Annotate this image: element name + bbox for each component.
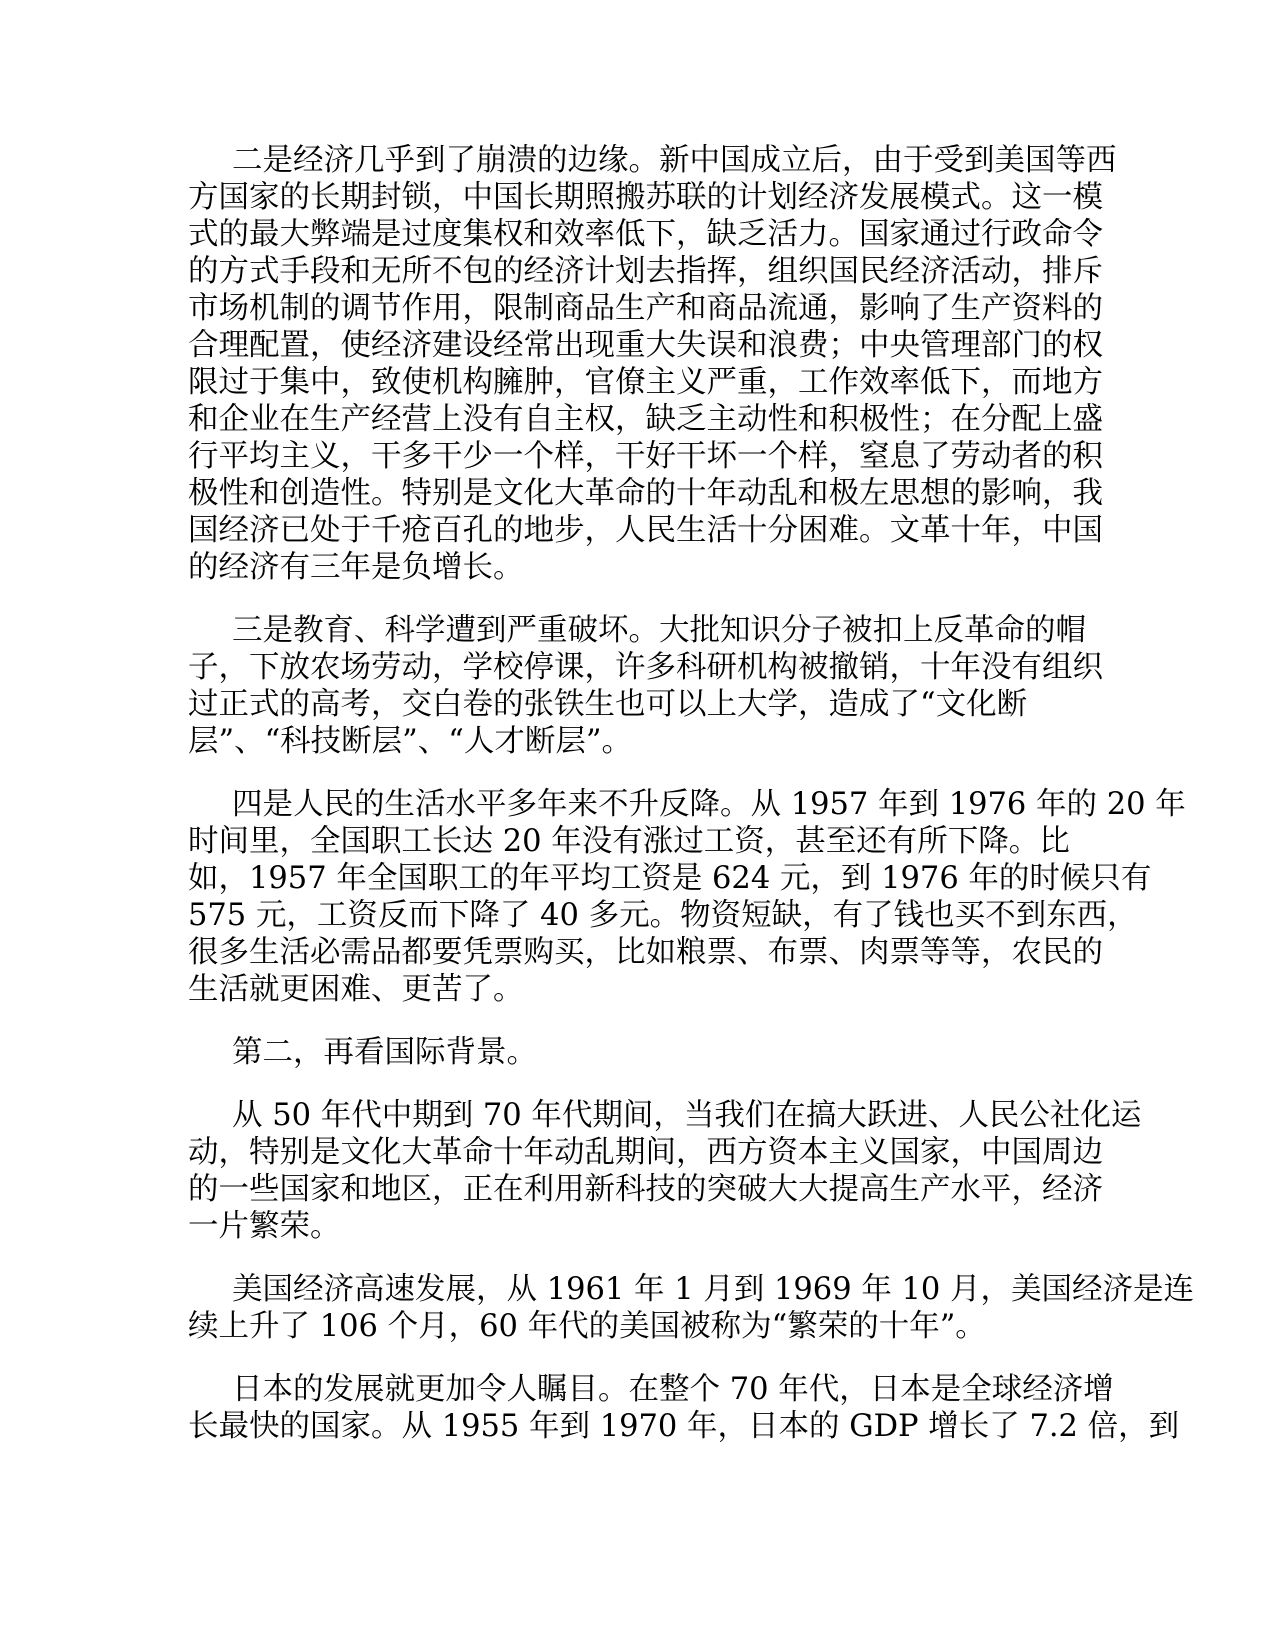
paragraph-us-economy: [188, 1271, 1195, 1345]
text-line: 长最快的国家。从 1955 年到 1970 年，日本的 GDP 增长了 7.2 倍，到: [188, 1409, 1180, 1444]
text-line: 方国家的长期封锁，中国长期照搬苏联的计划经济发展模式。这一模: [188, 180, 1103, 215]
text-line: 很多生活必需品都要凭票购买，比如粮票、布票、肉票等等，农民的: [188, 935, 1103, 970]
text-line: 合理配置，使经济建设经常出现重大失误和浪费；中央管理部门的权: [188, 328, 1103, 363]
paragraph-living-standards: [188, 786, 1186, 1008]
text-line: 二是经济几乎到了崩溃的边缘。新中国成立后，由于受到美国等西: [232, 143, 1117, 178]
paragraph-economy-collapse: [188, 142, 1117, 586]
text-line: 的一些国家和地区，正在利用新科技的突破大大提高生产水平，经济: [188, 1172, 1103, 1207]
text-line: 续上升了 106 个月，60 年代的美国被称为“繁荣的十年”。: [188, 1309, 986, 1344]
text-line: 从 50 年代中期到 70 年代期间，当我们在搞大跃进、人民公社化运: [232, 1098, 1142, 1133]
text-line: 和企业在生产经营上没有自主权，缺乏主动性和积极性；在分配上盛: [188, 402, 1103, 437]
text-line: 四是人民的生活水平多年来不升反降。从 1957 年到 1976 年的 20 年: [232, 787, 1186, 822]
text-line: 的经济有三年是负增长。: [188, 550, 524, 585]
text-line: 的方式手段和无所不包的经济计划去指挥，组织国民经济活动，排斥: [188, 254, 1103, 289]
paragraph-japan-growth: [188, 1371, 1180, 1445]
paragraph-education-damage: [188, 612, 1103, 760]
text-line: 如，1957 年全国职工的年平均工资是 624 元，到 1976 年的时候只有: [188, 861, 1152, 896]
text-line: 国经济已处于千疮百孔的地步，人民生活十分困难。文革十年，中国: [188, 513, 1103, 548]
text-line: 三是教育、科学遭到严重破坏。大批知识分子被扣上反革命的帽: [232, 613, 1086, 648]
text-line: 一片繁荣。: [188, 1209, 341, 1244]
text-line: 动，特别是文化大革命十年动乱期间，西方资本主义国家，中国周边: [188, 1135, 1103, 1170]
text-line: 行平均主义，干多干少一个样，干好干坏一个样，窒息了劳动者的积: [188, 439, 1103, 474]
text-line: 式的最大弊端是过度集权和效率低下，缺乏活力。国家通过行政命令: [188, 217, 1103, 252]
text-line: 575 元，工资反而下降了 40 多元。物资短缺，有了钱也买不到东西，: [188, 898, 1138, 933]
text-line: 市场机制的调节作用，限制商品生产和商品流通，影响了生产资料的: [188, 291, 1103, 326]
document-body: [188, 142, 1195, 1471]
text-line: 过正式的高考，交白卷的张铁生也可以上大学，造成了“文化断: [188, 687, 1028, 722]
text-line: 限过于集中，致使机构臃肿，官僚主义严重，工作效率低下，而地方: [188, 365, 1103, 400]
text-line: 第二，再看国际背景。: [232, 1035, 537, 1070]
text-line: 美国经济高速发展，从 1961 年 1 月到 1969 年 10 月，美国经济是连: [232, 1272, 1195, 1307]
text-line: 时间里，全国职工长达 20 年没有涨过工资，甚至还有所下降。比: [188, 824, 1070, 859]
text-line: 生活就更困难、更苦了。: [188, 972, 524, 1007]
text-line: 极性和创造性。特别是文化大革命的十年动乱和极左思想的影响，我: [188, 476, 1103, 511]
text-line: 层”、“科技断层”、“人才断层”。: [188, 724, 632, 759]
paragraph-international-heading: [188, 1034, 1098, 1071]
text-line: 子，下放农场劳动，学校停课，许多科研机构被撤销，十年没有组织: [188, 650, 1103, 685]
paragraph-western-prosperity: [188, 1097, 1142, 1245]
text-line: 日本的发展就更加令人瞩目。在整个 70 年代，日本是全球经济增: [232, 1372, 1114, 1407]
